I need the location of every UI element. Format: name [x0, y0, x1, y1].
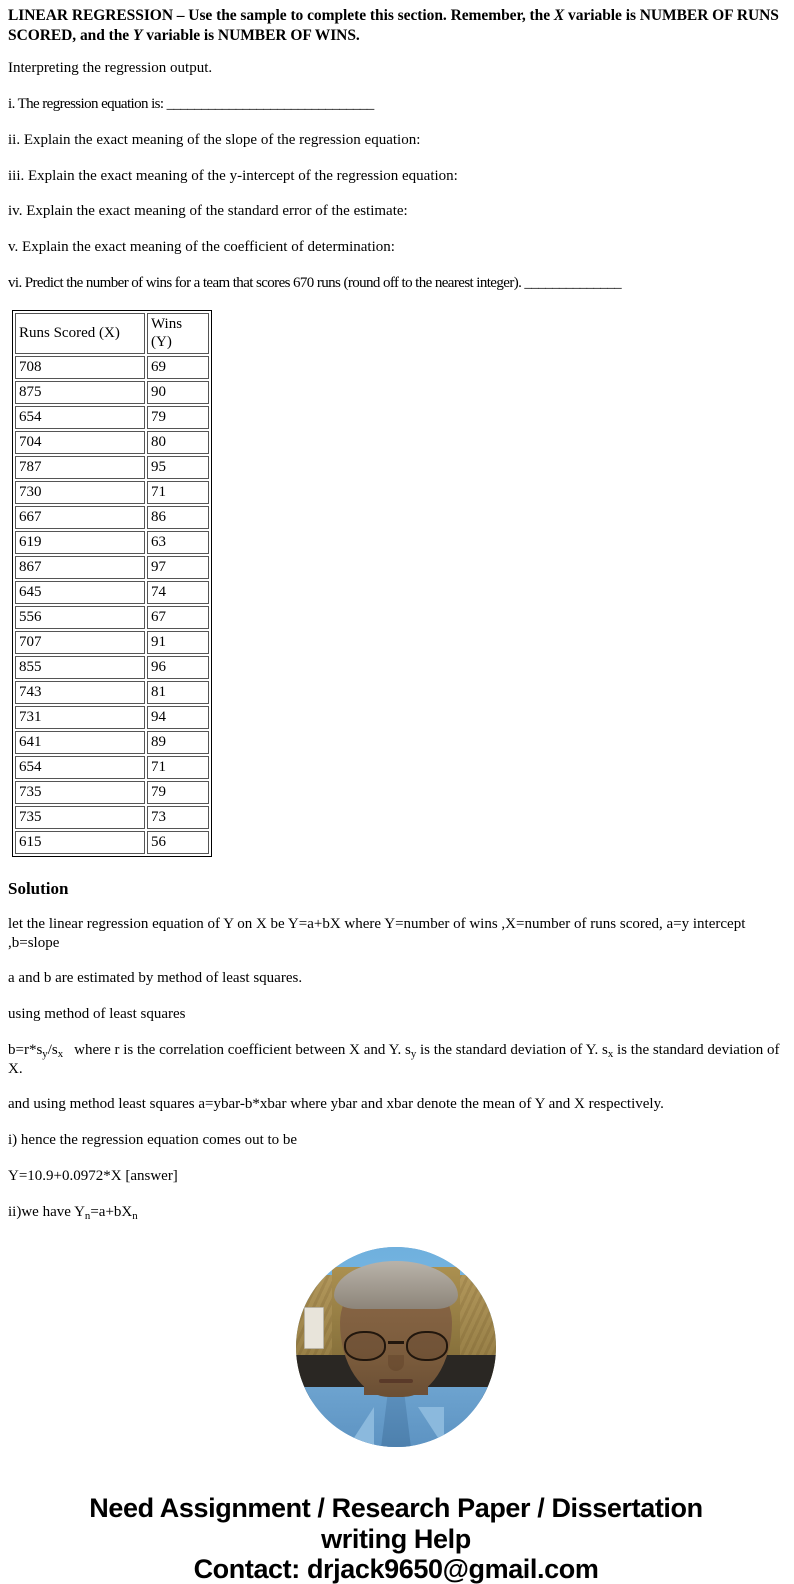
solution-paragraph-1: let the linear regression equation of Y on X be Y=a+bX where Y=number of wins ,X=number of runs scored, a=y intercept ,b=slope: [8, 915, 746, 951]
sample-data-table: [12, 310, 212, 857]
formula-slope-rest1: where r is the correlation coefficient between X and Y. s: [74, 1041, 411, 1058]
solution-heading: Solution: [8, 878, 69, 898]
table-row: [15, 456, 209, 479]
formula-sd-sub-x: x: [607, 1048, 614, 1061]
cell-wins: 74: [147, 581, 209, 604]
solution-paragraph-5: i) hence the regression equation comes out to be: [8, 1132, 298, 1149]
question-item-ii: ii. Explain the exact meaning of the slope of the regression equation:: [8, 131, 421, 148]
table-row: [15, 431, 209, 454]
cell-runs: 735: [15, 781, 145, 804]
formula-sd-sub-y: y: [410, 1048, 417, 1061]
formula-yn-lead: ii)we have Y: [8, 1203, 85, 1220]
formula-yn: [8, 1203, 784, 1222]
cell-runs: 867: [15, 556, 145, 579]
question-item-vi: vi. Predict the number of wins for a team that scores 670 runs (round off to the nearest integer). ______________: [8, 274, 622, 291]
formula-slope-lead: b=r*s: [8, 1041, 43, 1058]
cell-wins: 89: [147, 731, 209, 754]
avatar-eyeglass-right: [406, 1331, 448, 1361]
avatar-nose: [388, 1355, 404, 1371]
cell-wins: 97: [147, 556, 209, 579]
table-row: [15, 606, 209, 629]
table-head: [15, 313, 209, 354]
solution-paragraph-4: and using method least squares a=ybar-b*xbar where ybar and xbar denote the mean of Y and X respectively.: [8, 1096, 664, 1113]
table-row: [15, 581, 209, 604]
formula-yn-sub-1: n: [84, 1210, 91, 1223]
cell-wins: 73: [147, 806, 209, 829]
cell-runs: 731: [15, 706, 145, 729]
table-row: [15, 681, 209, 704]
cell-runs: 641: [15, 731, 145, 754]
table-row: [15, 406, 209, 429]
avatar: [296, 1247, 496, 1447]
formula-slope-rest2: is the standard deviation of Y. s: [416, 1041, 608, 1058]
cell-wins: 96: [147, 656, 209, 679]
question-item-v: v. Explain the exact meaning of the coefficient of determination:: [8, 239, 395, 256]
cell-runs: 743: [15, 681, 145, 704]
question-item-i: i. The regression equation is: ______________________________: [8, 96, 374, 113]
cell-wins: 91: [147, 631, 209, 654]
formula-slope-sub-y: y: [42, 1048, 48, 1061]
cell-wins: 90: [147, 381, 209, 404]
avatar-background-switch: [304, 1307, 324, 1349]
table-row: [15, 806, 209, 829]
cell-runs: 704: [15, 431, 145, 454]
table-row: [15, 631, 209, 654]
question-item-iii: iii. Explain the exact meaning of the y-intercept of the regression equation:: [8, 167, 458, 184]
table-row: [15, 756, 209, 779]
table-row: [15, 731, 209, 754]
cell-wins: 56: [147, 831, 209, 854]
cell-runs: 654: [15, 756, 145, 779]
avatar-collar-right: [418, 1407, 444, 1447]
table-row: [15, 531, 209, 554]
regression-answer: Y=10.9+0.0972*X [answer]: [8, 1167, 178, 1184]
formula-slope-mid: /s: [47, 1041, 58, 1058]
cell-runs: 730: [15, 481, 145, 504]
cell-runs: 654: [15, 406, 145, 429]
variable-y-label: Y: [132, 26, 143, 44]
cell-runs: 787: [15, 456, 145, 479]
cell-wins: 86: [147, 506, 209, 529]
table-row: [15, 706, 209, 729]
question-item-iv: iv. Explain the exact meaning of the standard error of the estimate:: [8, 203, 408, 220]
avatar-container: [8, 1247, 784, 1447]
page-title: [8, 6, 784, 45]
formula-yn-mid: =a+bX: [90, 1203, 133, 1220]
cell-wins: 79: [147, 781, 209, 804]
cell-runs: 667: [15, 506, 145, 529]
cell-runs: 556: [15, 606, 145, 629]
avatar-collar-left: [348, 1407, 374, 1447]
cell-wins: 81: [147, 681, 209, 704]
promo-line-2: writing Help: [321, 1523, 471, 1554]
cell-wins: 79: [147, 406, 209, 429]
table-row: [15, 356, 209, 379]
table-header-row: [15, 313, 209, 354]
cell-runs: 619: [15, 531, 145, 554]
column-header-wins: Wins (Y): [147, 313, 209, 354]
page-title-part3: variable is NUMBER OF WINS.: [142, 26, 360, 44]
promo-line-1: Need Assignment / Research Paper / Dissertation: [89, 1493, 703, 1524]
cell-runs: 735: [15, 806, 145, 829]
cell-runs: 708: [15, 356, 145, 379]
formula-yn-sub-2: n: [132, 1210, 138, 1223]
avatar-eyeglass-bridge: [388, 1341, 404, 1344]
variable-x-label: X: [553, 7, 565, 24]
page-title-part1: LINEAR REGRESSION – Use the sample to complete this section. Remember, the: [8, 7, 554, 24]
avatar-mouth: [379, 1379, 413, 1383]
cell-wins: 63: [147, 531, 209, 554]
cell-wins: 67: [147, 606, 209, 629]
promo-banner: [8, 1493, 784, 1584]
formula-slope-sub-x: x: [57, 1048, 64, 1061]
cell-wins: 94: [147, 706, 209, 729]
cell-runs: 707: [15, 631, 145, 654]
table-row: [15, 506, 209, 529]
table-row: [15, 556, 209, 579]
table-row: [15, 781, 209, 804]
avatar-eyeglass-left: [344, 1331, 386, 1361]
table-body: [15, 356, 209, 854]
page-title-part2: variable is NUMBER OF RUNS SCORED, and the: [8, 7, 779, 44]
cell-runs: 615: [15, 831, 145, 854]
cell-wins: 69: [147, 356, 209, 379]
formula-slope: [8, 1041, 784, 1079]
cell-wins: 71: [147, 481, 209, 504]
solution-paragraph-2: a and b are estimated by method of least squares.: [8, 970, 303, 987]
formula-slope-rest3: is the standard deviation of X.: [8, 1041, 780, 1077]
solution-paragraph-3: using method of least squares: [8, 1006, 186, 1023]
table-row: [15, 656, 209, 679]
table-row: [15, 381, 209, 404]
promo-line-3: Contact: drjack9650@gmail.com: [193, 1553, 599, 1584]
cell-runs: 645: [15, 581, 145, 604]
table-row: [15, 481, 209, 504]
intro-text: Interpreting the regression output.: [8, 60, 213, 77]
cell-runs: 855: [15, 656, 145, 679]
cell-wins: 71: [147, 756, 209, 779]
cell-wins: 80: [147, 431, 209, 454]
table-row: [15, 831, 209, 854]
column-header-runs-scored: Runs Scored (X): [15, 313, 145, 354]
cell-wins: 95: [147, 456, 209, 479]
cell-runs: 875: [15, 381, 145, 404]
